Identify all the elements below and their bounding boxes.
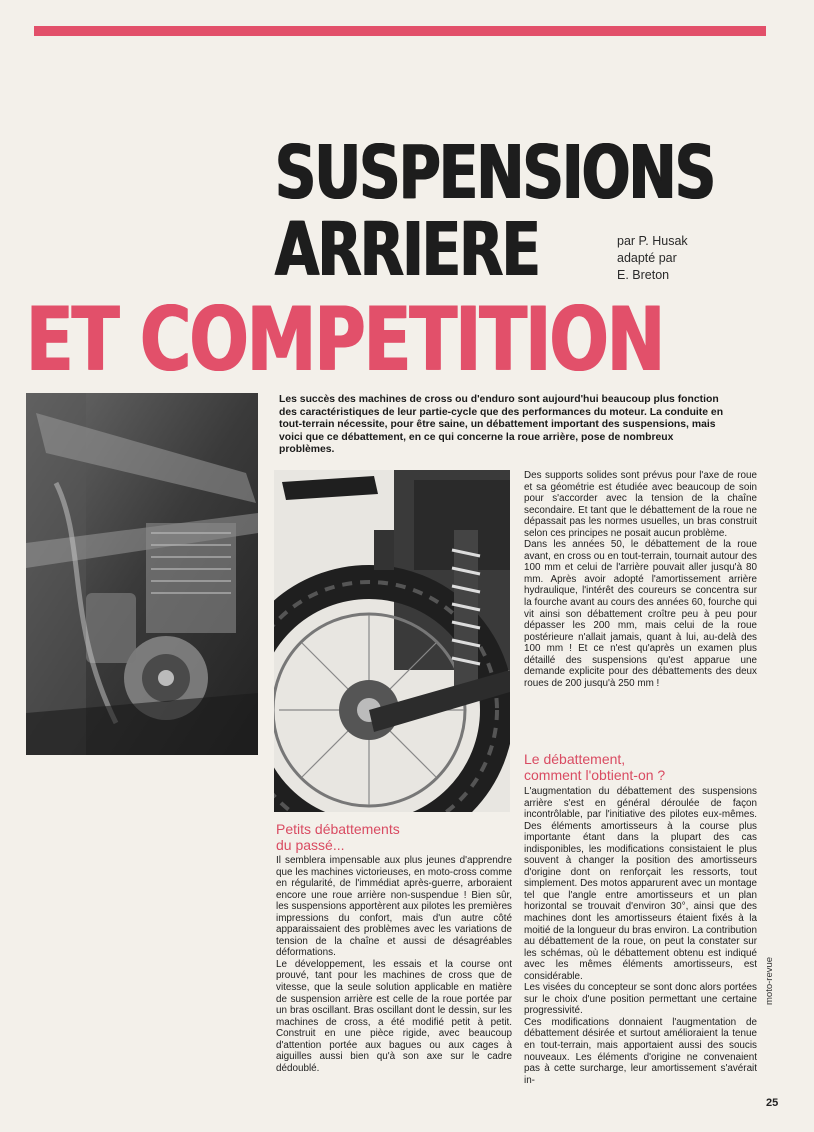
section-heading-past-line2: du passé... <box>276 836 345 853</box>
column-right-top <box>524 470 757 689</box>
byline <box>617 233 688 284</box>
paragraph: Le développement, les essais et la course ont prouvé, tant pour les machines de cross que de vitesse, que la seule solution applicable en matière de suspension arrière est celle de la roue portée par un bras oscillant. Bras oscillant dont le dessin, sur les machines de cross, a été modifié petit à petit. Construit en une pièce rigide, avec beaucoup d'attention portée aux bagues ou aux cages à aiguilles aussi bien qu'à son axe sur le cadre dédoublé. <box>276 958 512 1074</box>
section-heading-how-line2: comment l'obtient-on ? <box>524 766 666 783</box>
paragraph: Ces modifications donnaient l'augmentation de débattement désirée et surtout amélioraient la tenue en tout-terrain, mais apportaient aussi des soucis nouveaux. Les éléments d'origine ne convenaient pas à cette surcharge, leur amortissement s'avérait in- <box>524 1016 757 1086</box>
intro-paragraph: Les succès des machines de cross ou d'enduro sont aujourd'hui beaucoup plus fonction des caractéristiques de leur partie-cycle que des performances du moteur. La conduite en tout-terrain nécessite, pour être saine, un débattement important des suspensions, mais voici que ce débattement, en ce qui concerne la roue arrière, pose de nombreux problèmes. <box>279 394 724 456</box>
byline-adapter: E. Breton <box>617 268 670 282</box>
paragraph: Des supports solides sont prévus pour l'axe de roue et sa géométrie est étudiée avec beaucoup de soin pour s'accorder avec la tension de la chaîne secondaire. Et tant que le débattement de la roue ne dépassait pas les normes usuelles, un bras construit selon ces principes ne posait aucun problème. <box>524 470 757 539</box>
title-line-1: SUSPENSIONS <box>275 130 715 216</box>
paragraph: Les visées du concepteur se sont donc alors portées sur le choix d'une position permettant une certaine progressivité. <box>524 982 757 1017</box>
section-heading-past <box>276 822 400 853</box>
top-accent-bar <box>34 26 766 36</box>
title-line-2: ARRIERE <box>275 207 540 293</box>
byline-adapted: adapté par <box>617 251 677 265</box>
byline-author: par P. Husak <box>617 234 688 248</box>
title-line-3: ET COMPETITION <box>26 288 664 391</box>
paragraph: Il semblera impensable aux plus jeunes d'apprendre que les machines victorieuses, en moto-cross comme en régularité, de l'immédiat après-guerre, arboraient encore une roue arrière non-suspendue ! Bien sûr, les suspensions apportèrent aux pilotes les premières impressions du confort, mais d'un autre côté apparaissaient des problèmes avec les variations de tension de la chaîne et aussi de désagréables déformations. <box>276 855 512 959</box>
column-left <box>276 855 512 1074</box>
magazine-name: moto-revue <box>764 956 775 1005</box>
section-heading-how <box>524 752 665 783</box>
section-heading-how-line1: Le débattement, <box>524 751 626 767</box>
column-right-bottom <box>524 786 757 1086</box>
paragraph: Dans les années 50, le débattement de la roue avant, en cross ou en tout-terrain, tournait autour des 100 mm et celui de l'arrière pouvait aller jusqu'à 80 mm. Après avoir adopté l'amortissement arrière hydraulique, l'intérêt des coureurs se concentra sur la fourche avant au cours des années 60, fourche qui vit ainsi son débattement croître peu à peu pour dépasser les 200 mm, mais celui de la roue postérieure n'allait jamais, quant à lui, au-delà des 100 mm ! Et ce n'est qu'après un examen plus détaillé des suspensions qu'est apparue une demande explicite pour des débattements des deux roues de 200 jusqu'à 250 mm ! <box>524 539 757 689</box>
section-heading-past-line1: Petits débattements <box>276 821 400 837</box>
paragraph: L'augmentation du débattement des suspensions arrière s'est en général déroulée de façon incontrôlable, par l'initiative des pilotes eux-mêmes. Des éléments amortisseurs à la course plus importante étant dans la plupart des cas indisponibles, les modifications consistaient le plus souvent à changer la position des amortisseurs d'origine dont on renforçait les ressorts, tout simplement. Des motos apparurent avec un montage tel que l'angle entre amortisseurs et un plan horizontal se trouvait d'environ 30°, ainsi que des machines dont les amortisseurs étaient fixés à la moitié de la longueur du bras environ. La contribution au débattement de la roue, on peut la constater sur les schémas, où le débattement obtenu est indiqué avec les mêmes éléments amortisseurs, est considérable. <box>524 786 757 982</box>
page-number: 25 <box>766 1097 779 1109</box>
rear-wheel-photo <box>274 470 510 812</box>
engine-photo <box>26 393 258 755</box>
